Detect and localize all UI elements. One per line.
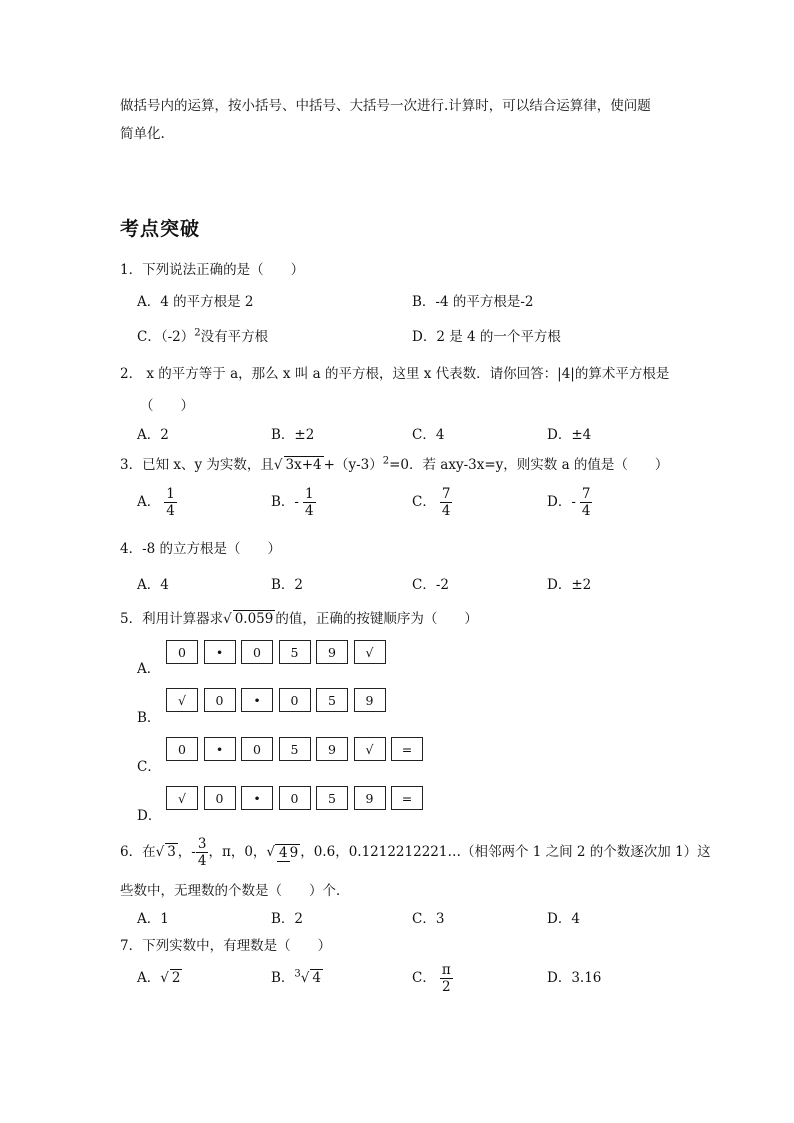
question-4-stem: 4．-8 的立方根是（ ） [120, 541, 282, 557]
calculator-key: 5 [279, 737, 311, 761]
question-1-stem: 1．下列说法正确的是（ ） [120, 262, 305, 278]
q5-option-a-label: A． [137, 661, 161, 677]
intro-line-1: 做括号内的运算，按小括号、中括号、大括号一次进行.计算时，可以结合运算律，使问题 [120, 98, 651, 114]
calculator-key: 0 [279, 786, 311, 810]
q2-option-a: A．2 [137, 427, 169, 443]
q6-option-a: A．1 [137, 911, 169, 927]
question-5-stem: 5．利用计算器求√ 0.059 的值，正确的按键顺序为（ ） [120, 611, 478, 627]
q6-option-b: B．2 [271, 911, 304, 927]
question-6-stem-cont: 些数中，无理数的个数是（ ）个． [120, 883, 350, 899]
calculator-key: 0 [166, 640, 198, 664]
q3-radicand: 3x+4 [285, 457, 322, 473]
calculator-key: • [204, 737, 236, 761]
calculator-key: √ [354, 737, 386, 761]
q5-option-d-label: D． [137, 808, 162, 824]
calculator-key: 5 [316, 786, 348, 810]
q4-option-c: C．-2 [412, 577, 449, 593]
calculator-key: 0 [204, 786, 236, 810]
calculator-key: 0 [241, 640, 273, 664]
calculator-key: √ [166, 688, 198, 712]
calculator-key: 0 [204, 688, 236, 712]
calculator-key: 9 [354, 688, 386, 712]
question-6-stem: 6．在√ 3 ，- $\frac{3}{4}$ ，π，0，√ 4 9 ，0.6，0.1212212221…（相邻两个 1 之间 2 的个数逐次加 1）这 [120, 836, 711, 869]
calculator-key: • [241, 786, 273, 810]
q5-option-b-label: B． [137, 710, 161, 726]
calculator-key: √ [354, 640, 386, 664]
q4-option-d: D．±2 [547, 577, 592, 593]
calculator-key: 5 [316, 688, 348, 712]
q5-option-c-label: C． [137, 759, 161, 775]
calculator-key: = [391, 737, 423, 761]
q1-option-b: B．-4 的平方根是-2 [412, 294, 534, 310]
q3-option-c: C． $\frac{7}{4}$ [412, 486, 451, 519]
question-7-stem: 7．下列实数中，有理数是（ ） [120, 938, 332, 954]
q3-option-d: D．- $\frac{7}{4}$ [547, 486, 591, 519]
q1-option-a: A．4 的平方根是 2 [137, 294, 254, 310]
q1-option-d: D．2 是 4 的一个平方根 [412, 329, 561, 345]
question-3-stem: 3．已知 x、y 为实数，且√ $3x+4 +(y-3)^2=0$．若 axy-3x=y，则实数 a 的值是（ ） [120, 455, 669, 473]
q6-option-d: D．4 [547, 911, 580, 927]
q7-option-c: C． $\frac{\pi}{2}$ [412, 962, 451, 995]
calculator-key: • [204, 640, 236, 664]
calculator-key: 0 [279, 688, 311, 712]
calculator-key: 5 [279, 640, 311, 664]
question-2-stem-cont: （ ） [140, 398, 194, 414]
calculator-key: • [241, 688, 273, 712]
q5-radicand: 0.059 [234, 611, 274, 627]
calculator-key: 0 [166, 737, 198, 761]
q2-option-c: C．4 [412, 427, 445, 443]
q1-option-c: C．$(-2)^2$没有平方根 [137, 327, 269, 345]
question-2-stem: 2． x 的平方等于 a，那么 x 叫 a 的平方根，这里 x 代表数．请你回答：|4|的算术平方根是 [120, 366, 670, 382]
q7-option-d: D．3.16 [547, 970, 602, 986]
q3-option-b: B．- $\frac{1}{4}$ [271, 486, 314, 519]
q4-option-a: A．4 [137, 577, 169, 593]
section-title: 考点突破 [120, 218, 201, 240]
q7-option-b: B．$^3$√ 4 [271, 968, 321, 986]
calculator-key: 9 [316, 640, 348, 664]
q7-option-a: A．√ 2 [137, 970, 181, 986]
q2-option-d: D．±4 [547, 427, 592, 443]
calculator-key: √ [166, 786, 198, 810]
intro-line-2: 简单化. [120, 126, 165, 142]
calculator-key: 9 [316, 737, 348, 761]
q6-option-c: C．3 [412, 911, 445, 927]
q2-option-b: B．±2 [271, 427, 315, 443]
calculator-key: 9 [354, 786, 386, 810]
q4-option-b: B．2 [271, 577, 304, 593]
calculator-key: 0 [241, 737, 273, 761]
q3-option-a: A． $\frac{1}{4}$ [137, 486, 175, 519]
calculator-key: = [391, 786, 423, 810]
